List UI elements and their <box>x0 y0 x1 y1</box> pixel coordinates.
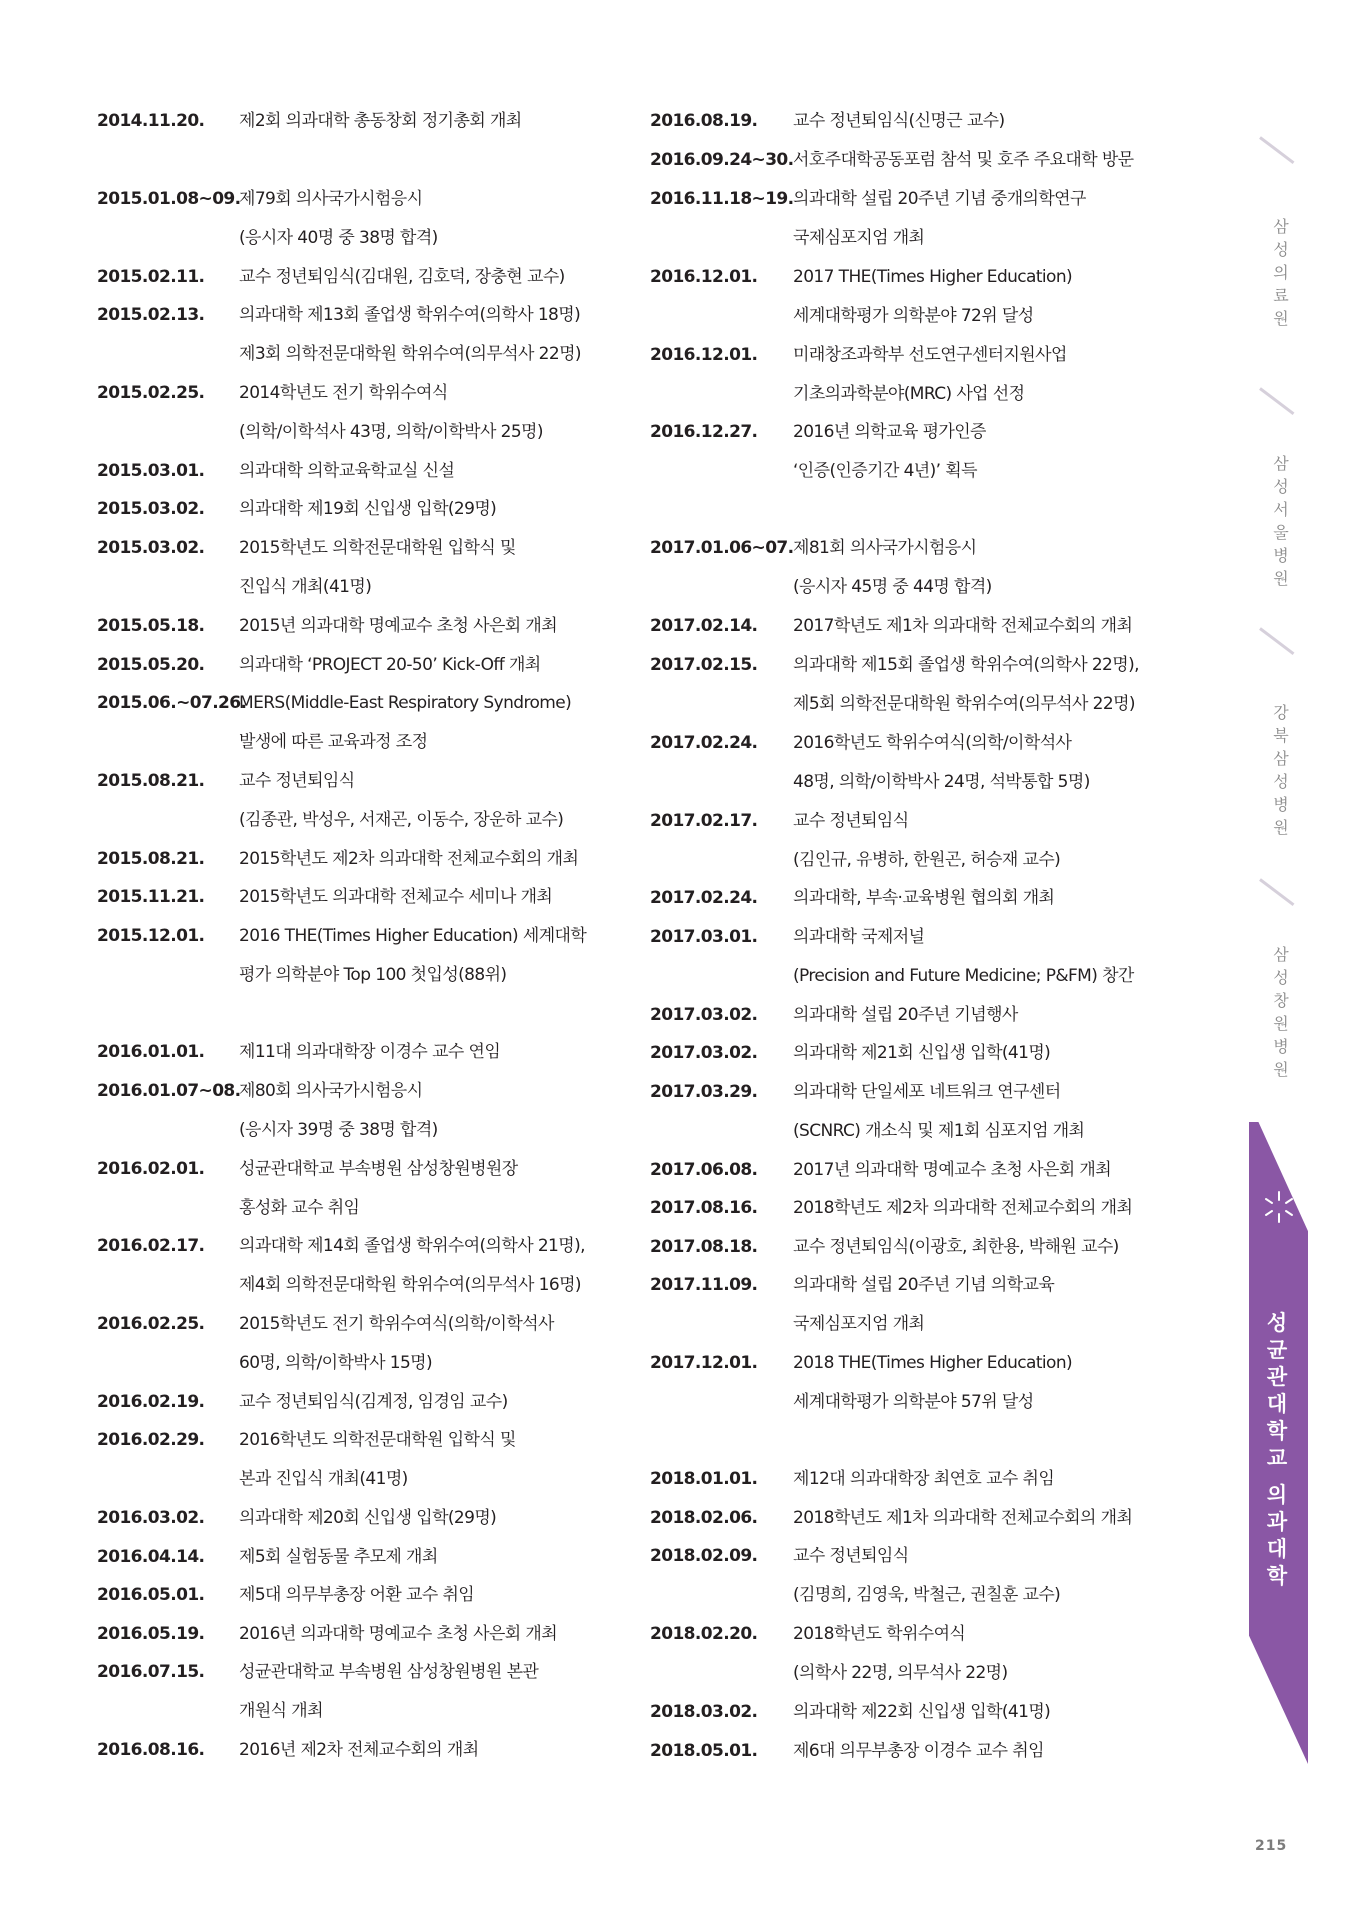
entry-description <box>239 1576 474 1615</box>
entry-description <box>239 529 516 606</box>
entry-description <box>239 917 586 994</box>
entry-description-line: (SCNRC) 개소식 및 제1회 심포지엄 개최 <box>793 1120 1085 1141</box>
entry-date: 2016.04.14. <box>97 1547 205 1567</box>
slash-divider-icon <box>1259 878 1294 906</box>
entry-description <box>793 802 1060 879</box>
entry-description-line: 세계대학평가 의학분야 72위 달성 <box>793 305 1034 326</box>
entry-description-line: 제12대 의과대학장 최연호 교수 취임 <box>793 1469 1055 1489</box>
entry-description-line: 의과대학 설립 20주년 기념 중개의학연구 <box>793 189 1086 209</box>
entry-description-line: 성균관대학교 부속병원 삼성창원병원 본관 <box>239 1662 539 1682</box>
side-tab-label: 삼 성 서 울 병 원 <box>1273 454 1289 588</box>
entry-date: 2016.08.19. <box>650 111 758 131</box>
entry-description <box>793 529 992 606</box>
entry-description-line: 2017학년도 제1차 의과대학 전체교수회의 개최 <box>793 616 1133 636</box>
entry-description <box>793 1151 1111 1190</box>
entry-description <box>239 374 543 451</box>
entry-description-line: 의과대학 제20회 신입생 입학(29명) <box>239 1508 497 1528</box>
entry-description-line: 의과대학 설립 20주년 기념 의학교육 <box>793 1275 1055 1295</box>
entry-description <box>239 1731 479 1770</box>
entry-description-line: 의과대학 단일세포 네트워크 연구센터 <box>793 1082 1061 1102</box>
entry-description-line: 의과대학 의학교육학교실 신설 <box>239 461 455 481</box>
entry-description-line: 교수 정년퇴임식(이광호, 최한용, 박해원 교수) <box>793 1237 1119 1257</box>
entry-description <box>793 1732 1044 1771</box>
entry-description-line: 의과대학 제21회 신입생 입학(41명) <box>793 1043 1051 1063</box>
entry-description-line: 개원식 개최 <box>239 1700 323 1721</box>
entry-date: 2016.01.07~08. <box>97 1081 241 1101</box>
entry-date: 2017.02.24. <box>650 888 758 908</box>
entry-description-line: 2018학년도 제2차 의과대학 전체교수회의 개최 <box>793 1198 1133 1218</box>
entry-date: 2017.11.09. <box>650 1275 758 1295</box>
entry-description-line: 제5대 의무부총장 어환 교수 취임 <box>239 1585 475 1605</box>
page-number: 215 <box>1255 1838 1288 1854</box>
entry-date: 2016.02.01. <box>97 1159 205 1179</box>
entry-date: 2015.06.~07.26. <box>97 693 247 713</box>
entry-date: 2015.01.08~09. <box>97 189 241 209</box>
entry-description-line: 제79회 의사국가시험응시 <box>239 189 423 209</box>
entry-description-line: ‘인증(인증기간 4년)’ 획득 <box>793 460 977 481</box>
entry-description-line: 미래창조과학부 선도연구센터지원사업 <box>793 345 1067 365</box>
entry-description-line: 서호주대학공동포럼 참석 및 호주 주요대학 방문 <box>793 150 1134 170</box>
entry-description-line: 2016년 제2차 전체교수회의 개최 <box>239 1740 479 1760</box>
entry-description-line: 의과대학 제19회 신입생 입학(29명) <box>239 499 497 519</box>
entry-description <box>793 1266 1054 1343</box>
entry-description <box>793 1344 1072 1421</box>
entry-description <box>239 762 563 839</box>
entry-description <box>793 1615 1008 1692</box>
entry-description-line: 2016 THE(Times Higher Education) 세계대학 <box>239 926 587 946</box>
entry-description <box>793 413 986 490</box>
entry-description-line: 성균관대학교 부속병원 삼성창원병원장 <box>239 1159 518 1179</box>
entry-date: 2016.12.01. <box>650 267 758 287</box>
entry-description-line: 의과대학 제14회 졸업생 학위수여(의학사 21명), <box>239 1236 585 1256</box>
entry-description-line: 교수 정년퇴임식 <box>793 811 909 831</box>
entry-date: 2014.11.20. <box>97 111 205 131</box>
entry-date: 2016.05.19. <box>97 1624 205 1644</box>
entry-description <box>793 1034 1050 1073</box>
entry-description <box>793 1537 1060 1614</box>
entry-description <box>793 336 1067 413</box>
entry-description <box>239 452 454 491</box>
entry-date: 2018.03.02. <box>650 1702 758 1722</box>
entry-description <box>793 918 1134 995</box>
entry-date: 2017.03.02. <box>650 1043 758 1063</box>
entry-description-line: 48명, 의학/이학박사 24명, 석박통합 5명) <box>793 771 1090 792</box>
slash-divider-icon <box>1259 136 1294 164</box>
entry-description-line: 60명, 의학/이학박사 15명) <box>239 1352 433 1373</box>
entry-date: 2016.11.18~19. <box>650 189 794 209</box>
entry-date: 2015.02.11. <box>97 267 205 287</box>
entry-description <box>239 1653 538 1730</box>
sunburst-icon <box>1262 1190 1296 1224</box>
entry-date: 2018.01.01. <box>650 1469 758 1489</box>
entry-date: 2017.06.08. <box>650 1160 758 1180</box>
entry-description-line: (Precision and Future Medicine; P&FM) 창간 <box>793 965 1134 986</box>
entry-description-line: 의과대학 설립 20주년 기념행사 <box>793 1005 1018 1025</box>
entry-description-line: 제2회 의과대학 총동창회 정기총회 개최 <box>239 111 522 131</box>
entry-description <box>239 607 557 646</box>
slash-divider-icon <box>1259 627 1294 655</box>
entry-description <box>239 646 541 685</box>
entry-description-line: 교수 정년퇴임식(김계정, 임경임 교수) <box>239 1392 508 1412</box>
entry-description <box>793 102 1005 141</box>
entry-date: 2015.08.21. <box>97 849 205 869</box>
entry-description-line: 제81회 의사국가시험응시 <box>793 538 977 558</box>
entry-description <box>239 1499 496 1538</box>
entry-description <box>793 1693 1050 1732</box>
entry-date: 2018.02.09. <box>650 1546 758 1566</box>
entry-date: 2017.03.29. <box>650 1082 758 1102</box>
entry-description-line: 2016년 의학교육 평가인증 <box>793 422 986 442</box>
entry-description <box>239 1033 500 1072</box>
entry-description-line: 의과대학 제13회 졸업생 학위수여(의학사 18명) <box>239 305 581 325</box>
entry-date: 2016.02.17. <box>97 1236 205 1256</box>
entry-description <box>239 840 578 879</box>
entry-description-line: 의과대학 국제저널 <box>793 927 925 947</box>
entry-description-line: 제80회 의사국가시험응시 <box>239 1081 423 1101</box>
entry-date: 2016.09.24~30. <box>650 150 794 170</box>
entry-description <box>239 1072 438 1149</box>
entry-description-line: 의과대학 제22회 신입생 입학(41명) <box>793 1702 1051 1722</box>
entry-description-line: 2015학년도 의학전문대학원 입학식 및 <box>239 538 516 558</box>
active-tab-label: 성 균 관 대 학 교 의 과 대 학 <box>1266 1311 1288 1588</box>
entry-description <box>239 296 581 373</box>
entry-description-line: MERS(Middle-East Respiratory Syndrome) <box>239 693 572 713</box>
entry-date: 2017.03.01. <box>650 927 758 947</box>
entry-date: 2015.08.21. <box>97 771 205 791</box>
entry-description-line: 진입식 개최(41명) <box>239 576 372 597</box>
entry-description-line: 세계대학평가 의학분야 57위 달성 <box>793 1391 1034 1412</box>
entry-description <box>793 724 1090 801</box>
entry-description-line: 2016년 의과대학 명예교수 초청 사은회 개최 <box>239 1624 558 1644</box>
entry-date: 2015.03.01. <box>97 461 205 481</box>
entry-date: 2016.08.16. <box>97 1740 205 1760</box>
entry-description-line: 기초의과학분야(MRC) 사업 선정 <box>793 383 1025 404</box>
entry-date: 2015.05.18. <box>97 616 205 636</box>
entry-description-line: 발생에 따른 교육과정 조정 <box>239 731 428 752</box>
side-tab-label: 강 북 삼 성 병 원 <box>1273 703 1289 837</box>
entry-description <box>793 1460 1054 1499</box>
entry-description <box>239 180 438 257</box>
entry-description <box>793 1228 1119 1267</box>
entry-date: 2015.11.21. <box>97 887 205 907</box>
entry-date: 2016.03.02. <box>97 1508 205 1528</box>
entry-description-line: 2018학년도 학위수여식 <box>793 1624 966 1644</box>
entry-date: 2017.02.24. <box>650 733 758 753</box>
entry-date: 2017.08.18. <box>650 1237 758 1257</box>
entry-description-line: 제11대 의과대학장 이경수 교수 연임 <box>239 1042 501 1062</box>
entry-date: 2016.01.01. <box>97 1042 205 1062</box>
entry-description-line: 2015학년도 전기 학위수여식(의학/이학석사 <box>239 1314 554 1334</box>
entry-description <box>793 607 1132 646</box>
entry-description <box>239 1305 554 1382</box>
entry-description-line: 2017년 의과대학 명예교수 초청 사은회 개최 <box>793 1160 1112 1180</box>
entry-description-line: 2015학년도 제2차 의과대학 전체교수회의 개최 <box>239 849 579 869</box>
entry-description-line: 제4회 의학전문대학원 학위수여(의무석사 16명) <box>239 1274 581 1295</box>
entry-description-line: (응시자 40명 중 38명 합격) <box>239 227 438 248</box>
entry-date: 2015.12.01. <box>97 926 205 946</box>
entry-date: 2015.03.02. <box>97 499 205 519</box>
entry-description-line: (응시자 45명 중 44명 합격) <box>793 576 992 597</box>
entry-description-line: 2016학년도 학위수여식(의학/이학석사 <box>793 733 1072 753</box>
entry-description <box>239 1615 557 1654</box>
entry-description-line: 교수 정년퇴임식 <box>793 1546 909 1566</box>
entry-description <box>239 1421 516 1498</box>
entry-date: 2017.02.14. <box>650 616 758 636</box>
entry-description <box>239 102 522 141</box>
entry-date: 2016.12.27. <box>650 422 758 442</box>
entry-date: 2016.07.15. <box>97 1662 205 1682</box>
entry-description-line: 제6대 의무부총장 이경수 교수 취임 <box>793 1741 1044 1761</box>
entry-description-line: (김종관, 박성우, 서재곤, 이동수, 장운하 교수) <box>239 809 564 830</box>
entry-description <box>793 258 1072 335</box>
entry-description-line: 2018 THE(Times Higher Education) <box>793 1353 1073 1373</box>
entry-description-line: 국제심포지엄 개최 <box>793 227 925 248</box>
entry-description <box>239 1150 518 1227</box>
entry-description-line: 2018학년도 제1차 의과대학 전체교수회의 개최 <box>793 1508 1133 1528</box>
entry-description-line: 의과대학 제15회 졸업생 학위수여(의학사 22명), <box>793 655 1139 675</box>
entry-date: 2016.02.25. <box>97 1314 205 1334</box>
entry-description <box>239 490 496 529</box>
entry-description-line: (의학/이학석사 43명, 의학/이학박사 25명) <box>239 421 543 442</box>
side-tab-label: 삼 성 창 원 병 원 <box>1273 945 1289 1079</box>
entry-description <box>239 258 565 297</box>
entry-date: 2016.05.01. <box>97 1585 205 1605</box>
entry-description-line: 국제심포지엄 개최 <box>793 1313 925 1334</box>
entry-date: 2015.02.25. <box>97 383 205 403</box>
entry-date: 2017.02.15. <box>650 655 758 675</box>
entry-description <box>239 1227 585 1304</box>
entry-description-line: 교수 정년퇴임식(김대원, 김호덕, 장충현 교수) <box>239 267 565 287</box>
entry-description <box>793 1189 1132 1228</box>
entry-description-line: 2015학년도 의과대학 전체교수 세미나 개최 <box>239 887 553 907</box>
entry-date: 2016.02.19. <box>97 1392 205 1412</box>
entry-description <box>793 180 1086 257</box>
entry-date: 2018.05.01. <box>650 1741 758 1761</box>
entry-description <box>793 879 1054 918</box>
entry-description <box>793 1499 1132 1538</box>
entry-description-line: (김인규, 유병하, 한원곤, 허승재 교수) <box>793 849 1061 870</box>
entry-description-line: 2014학년도 전기 학위수여식 <box>239 383 448 403</box>
entry-date: 2017.12.01. <box>650 1353 758 1373</box>
entry-description-line: (김명희, 김영욱, 박철근, 권칠훈 교수) <box>793 1584 1061 1605</box>
entry-date: 2017.03.02. <box>650 1005 758 1025</box>
entry-date: 2015.05.20. <box>97 655 205 675</box>
entry-description-line: (응시자 39명 중 38명 합격) <box>239 1119 438 1140</box>
entry-description-line: 제3회 의학전문대학원 학위수여(의무석사 22명) <box>239 343 581 364</box>
entry-date: 2016.12.01. <box>650 345 758 365</box>
entry-date: 2018.02.06. <box>650 1508 758 1528</box>
entry-description-line: 교수 정년퇴임식 <box>239 771 355 791</box>
slash-divider-icon <box>1259 387 1294 415</box>
entry-description <box>793 141 1133 180</box>
entry-description <box>793 996 1018 1035</box>
entry-description-line: (의학사 22명, 의무석사 22명) <box>793 1662 1008 1683</box>
entry-description <box>793 1073 1084 1150</box>
entry-description-line: 본과 진입식 개최(41명) <box>239 1468 408 1489</box>
entry-description-line: 제5회 의학전문대학원 학위수여(의무석사 22명) <box>793 693 1135 714</box>
entry-date: 2015.02.13. <box>97 305 205 325</box>
entry-description-line: 교수 정년퇴임식(신명근 교수) <box>793 111 1005 131</box>
entry-description-line: 홍성화 교수 취임 <box>239 1197 360 1218</box>
entry-description <box>239 1383 508 1422</box>
entry-date: 2017.01.06~07. <box>650 538 794 558</box>
entry-date: 2018.02.20. <box>650 1624 758 1644</box>
entry-description-line: 평가 의학분야 Top 100 첫입성(88위) <box>239 964 507 985</box>
entry-description-line: 2017 THE(Times Higher Education) <box>793 267 1073 287</box>
entry-description <box>239 878 552 917</box>
entry-description-line: 제5회 실험동물 추모제 개최 <box>239 1547 438 1567</box>
entry-description-line: 의과대학 ‘PROJECT 20-50’ Kick-Off 개최 <box>239 655 541 675</box>
entry-description <box>239 1538 438 1577</box>
entry-date: 2017.08.16. <box>650 1198 758 1218</box>
side-tab-label: 삼 성 의 료 원 <box>1273 217 1289 328</box>
entry-description-line: 의과대학, 부속·교육병원 협의회 개최 <box>793 888 1055 908</box>
entry-description-line: 2016학년도 의학전문대학원 입학식 및 <box>239 1430 516 1450</box>
entry-description-line: 2015년 의과대학 명예교수 초청 사은회 개최 <box>239 616 558 636</box>
entry-description <box>239 684 571 761</box>
entry-description <box>793 646 1139 723</box>
entry-date: 2017.02.17. <box>650 811 758 831</box>
entry-date: 2016.02.29. <box>97 1430 205 1450</box>
entry-date: 2015.03.02. <box>97 538 205 558</box>
